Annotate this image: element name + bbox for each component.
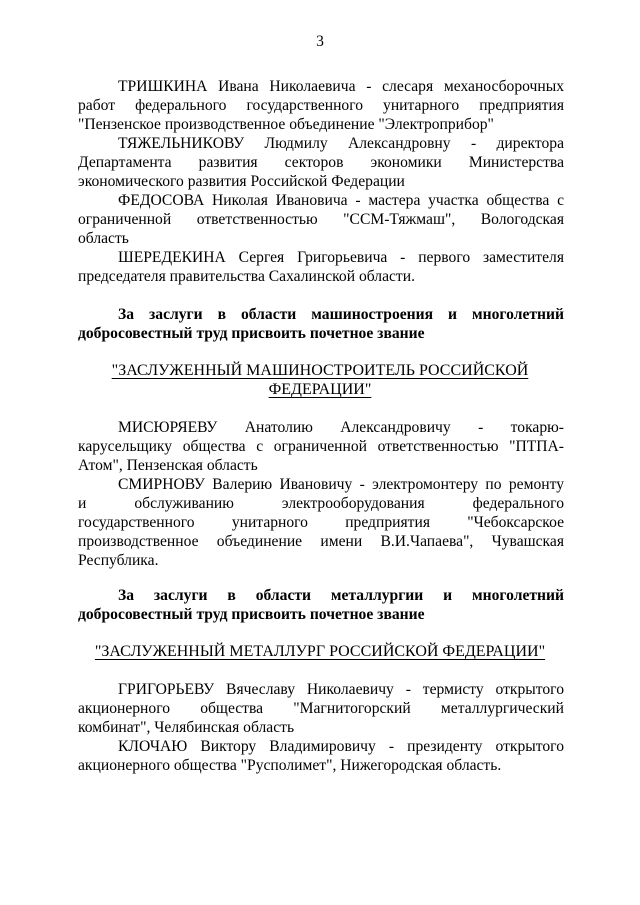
- award-entry-line: и обслуживанию электрооборудования федерального: [78, 495, 564, 512]
- award-entry-line: ТЯЖЕЛЬНИКОВУ Людмилу Александровну - директора: [118, 135, 564, 152]
- honorary-title: ФЕДЕРАЦИИ": [268, 381, 372, 398]
- award-entry-line: государственного унитарного предприятия "Чебоксарское: [78, 514, 564, 531]
- page-number: 3: [316, 33, 324, 50]
- award-entry-line: карусельщику общества с ограниченной ответственностью "ПТПА-: [78, 438, 564, 455]
- award-entry-line: ТРИШКИНА Ивана Николаевича - слесаря механосборочных: [118, 78, 564, 95]
- award-entry-line: область: [78, 230, 129, 247]
- award-entry-line: акционерного общества "Магнитогорский металлургический: [78, 700, 564, 717]
- award-entry-line: "Пензенское производственное объединение "Электроприбор": [78, 116, 494, 133]
- award-entry-line: ФЕДОСОВА Николая Ивановича - мастера участка общества с: [118, 192, 564, 209]
- award-entry-line: Республика.: [78, 552, 159, 569]
- award-entry-line: ГРИГОРЬЕВУ Вячеславу Николаевичу - термисту открытого: [118, 681, 564, 698]
- award-entry-line: работ федерального государственного унитарного предприятия: [78, 97, 564, 114]
- section-heading: добросовестный труд присвоить почетное звание: [78, 325, 425, 342]
- award-entry-line: производственное объединение имени В.И.Чапаева", Чувашская: [78, 533, 564, 550]
- honorary-title: "ЗАСЛУЖЕННЫЙ МАШИНОСТРОИТЕЛЬ РОССИЙСКОЙ: [111, 362, 529, 379]
- award-entry-line: СМИРНОВУ Валерию Ивановичу - электромонтеру по ремонту: [118, 476, 564, 493]
- award-entry-line: председателя правительства Сахалинской области.: [78, 268, 415, 285]
- award-entry-line: Атом", Пензенская область: [78, 457, 258, 474]
- award-entry-line: ШЕРЕДЕКИНА Сергея Григорьевича - первого заместителя: [118, 249, 564, 266]
- section-heading: За заслуги в области металлургии и многолетний: [118, 587, 564, 604]
- section-heading: За заслуги в области машиностроения и многолетний: [118, 306, 564, 323]
- section-heading: добросовестный труд присвоить почетное звание: [78, 606, 425, 623]
- honorary-title: "ЗАСЛУЖЕННЫЙ МЕТАЛЛУРГ РОССИЙСКОЙ ФЕДЕРАЦИИ": [94, 643, 546, 660]
- award-entry-line: ограниченной ответственностью "ССМ-Тяжмаш", Вологодская: [78, 211, 564, 228]
- award-entry-line: комбинат", Челябинская область: [78, 719, 295, 736]
- award-entry-line: экономического развития Российской Федерации: [78, 173, 405, 190]
- award-entry-line: МИСЮРЯЕВУ Анатолию Александровичу - токарю-: [118, 419, 564, 436]
- award-entry-line: КЛОЧАЮ Виктору Владимировичу - президенту открытого: [118, 738, 564, 755]
- award-entry-line: Департамента развития секторов экономики Министерства: [78, 154, 564, 171]
- award-entry-line: акционерного общества "Русполимет", Нижегородская область.: [78, 757, 502, 774]
